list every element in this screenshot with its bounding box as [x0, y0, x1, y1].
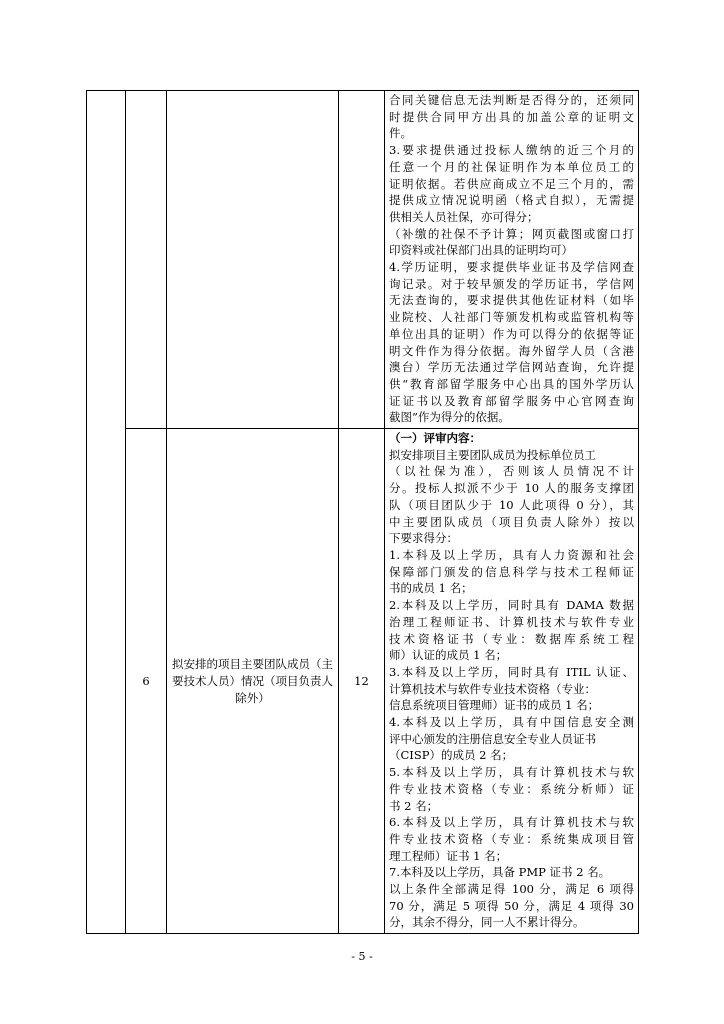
criteria-text — [389, 92, 634, 426]
criteria-line: 澳台）学历无法通过学信网站查询，允许提 — [389, 360, 634, 375]
criteria-line: 下要求得分： — [389, 531, 458, 546]
item-number-cell — [126, 91, 167, 429]
criteria-line: 时提供合同甲方出具的加盖公章的证明文 — [389, 109, 634, 124]
score-cell — [339, 91, 385, 429]
criteria-line: 拟安排项目主要团队成员为投标单位员工 — [389, 447, 596, 462]
criteria-line: 供相关人员社保，亦可得分； — [389, 209, 539, 224]
criteria-line: 7.本科及以上学历，具备 PMP 证书 2 名。 — [389, 865, 611, 880]
table-row — [87, 91, 639, 429]
page-number: - 5 - — [351, 950, 373, 963]
criteria-line: 截图”作为得分的依据。 — [389, 410, 510, 425]
criteria-line: 4.本科及以上学历，具有中国信息安全测 — [389, 715, 634, 730]
criteria-line: 分。投标人拟派不少于 10 人的服务支撑团 — [389, 481, 634, 496]
criteria-line: 印资料或社保部门出具的证明均可） — [389, 243, 573, 258]
criteria-line: 件专业技术资格（专业：系统分析师）证 — [389, 781, 634, 796]
criteria-line: 以上条件全部满足得 100 分，满足 6 项得 — [389, 882, 634, 897]
criteria-line: 理工程师）证书 1 名； — [389, 848, 508, 863]
criteria-line: 70 分，满足 5 项得 50 分，满足 4 项得 30 — [389, 898, 634, 913]
criteria-line: 无法查询的，要求提供其他佐证材料（如毕 — [389, 293, 634, 308]
criteria-line: 信息系统项目管理师）证书的成员 1 名； — [389, 698, 600, 713]
criteria-line: 分，其余不得分，同一人不累计得分。 — [389, 915, 585, 930]
criteria-line: 2.本科及以上学历，同时具有 DAMA 数据 — [389, 598, 634, 613]
criteria-line: 保障部门颁发的信息科学与技术工程师证 — [389, 564, 634, 579]
criteria-line: 件。 — [389, 126, 412, 141]
criteria-line: 5.本科及以上学历，具有计算机技术与软 — [389, 765, 634, 780]
criteria-text — [389, 430, 634, 931]
criteria-line: 业院校、人社部门等颁发机构或监管机构等 — [389, 310, 634, 325]
criteria-line: 任意一个月的社保证明作为本单位员工的 — [389, 159, 634, 174]
criteria-line: 4.学历证明，要求提供毕业证书及学信网查 — [389, 260, 634, 275]
criteria-line: 技术资格证书（专业：数据库系统工程 — [389, 631, 634, 646]
criteria-line: 3.要求提供通过投标人缴纳的近三个月的 — [389, 143, 634, 158]
criteria-line: 提供成立情况说明函（格式自拟），无需提 — [389, 193, 634, 208]
criteria-line: 治理工程师证书、计算机技术与软件专业 — [389, 614, 634, 629]
criteria-line: （补缴的社保不予计算；网页截图或窗口打 — [389, 226, 634, 241]
criteria-line: 合同关键信息无法判断是否得分的，还须同 — [389, 93, 634, 107]
criteria-cell — [385, 429, 639, 934]
criteria-line: 评中心颁发的注册信息安全专业人员证书 — [389, 731, 596, 746]
criteria-line: 供“教育部留学服务中心出具的国外学历认 — [389, 376, 634, 391]
criteria-line: 3.本科及以上学历，同时具有 ITIL 认证、 — [389, 664, 634, 679]
criteria-line: 证明依据。若供应商成立不足三个月的，需 — [389, 176, 634, 191]
criteria-line: 书 2 名； — [389, 798, 439, 813]
criteria-line: 询记录。对于较早颁发的学历证书，学信网 — [389, 276, 634, 291]
criteria-line: （以社保为准），否则该人员情况不计 — [389, 464, 634, 479]
criteria-line: 计算机技术与软件专业技术资格（专业： — [389, 681, 596, 696]
criteria-line: 6.本科及以上学历，具有计算机技术与软 — [389, 815, 634, 830]
scoring-table — [86, 90, 639, 934]
criteria-cell — [385, 91, 639, 429]
criteria-line: （一）评审内容： — [389, 431, 481, 446]
criteria-line: 书的成员 1 名； — [389, 581, 473, 596]
item-name-cell: 拟安排的项目主要团队成员（主要技术人员）情况（项目负责人除外） — [167, 429, 339, 934]
criteria-line: （CISP）的成员 2 名； — [389, 748, 514, 763]
score-cell: 12 — [339, 429, 385, 934]
criteria-line: 明文件作为得分依据。海外留学人员（含港 — [389, 343, 634, 358]
criteria-line: 1.本科及以上学历，具有人力资源和社会 — [389, 547, 634, 562]
item-number-cell: 6 — [126, 429, 167, 934]
category-cell — [87, 91, 126, 934]
criteria-line: 师）认证的成员 1 名； — [389, 648, 508, 663]
table-row — [87, 429, 639, 934]
item-name-cell — [167, 91, 339, 429]
criteria-line: 中主要团队成员（项目负责人除外）按以 — [389, 514, 634, 529]
criteria-line: 证证书以及教育部留学服务中心官网查询 — [389, 393, 634, 408]
criteria-line: 队（项目团队少于 10 人此项得 0 分），其 — [389, 497, 634, 512]
criteria-line: 件专业技术资格（专业：系统集成项目管 — [389, 831, 634, 846]
criteria-line: 单位出具的证明）作为可以得分的依据等证 — [389, 326, 634, 341]
